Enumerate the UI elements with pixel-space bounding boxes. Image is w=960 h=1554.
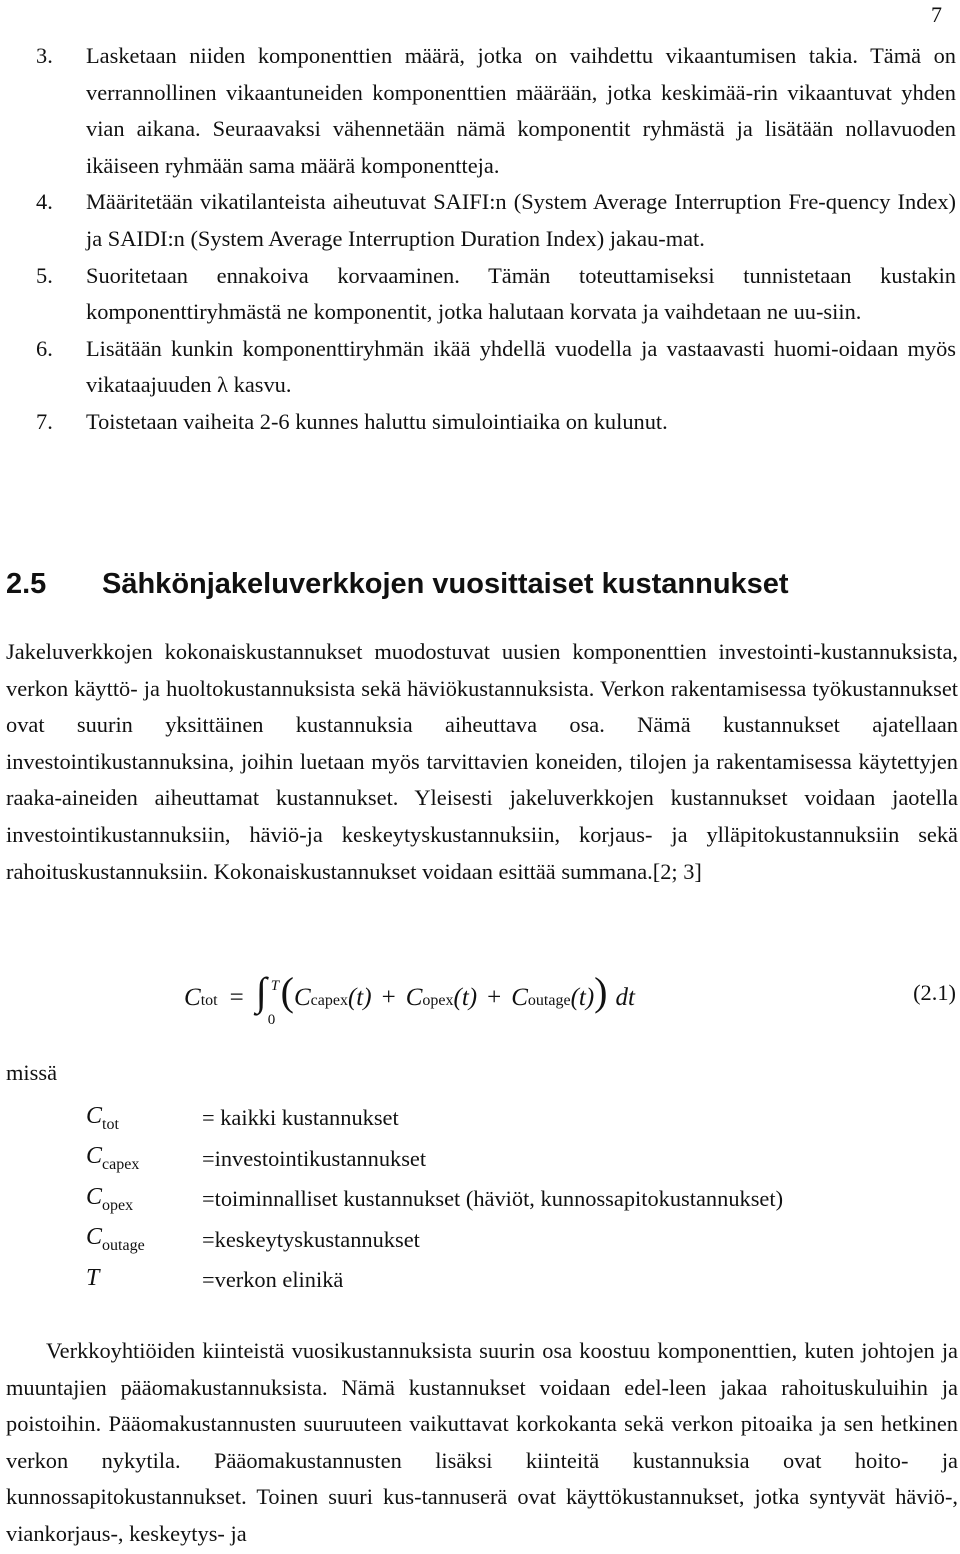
eq-plus: +	[487, 984, 502, 1011]
where-label: missä	[6, 1060, 58, 1085]
integral-sign: ∫ T 0	[256, 972, 267, 1012]
definition-text: =keskeytyskustannukset	[202, 1226, 420, 1252]
symbol-letter: C	[86, 1143, 103, 1170]
definition-symbol	[86, 1143, 202, 1174]
definition-text: =verkon elinikä	[202, 1267, 344, 1293]
eq-term3-symbol: C	[511, 984, 528, 1011]
definition-text: = kaikki kustannukset	[202, 1105, 399, 1131]
list-item-text: Suoritetaan ennakoiva korvaaminen. Tämän toteuttamiseksi tunnistetaan kustakin komponenttiryhmästä ne komponentit, jotka halutaan korvata ja vaihdetaan ne uu-siin.	[86, 262, 956, 325]
symbol-subscript: tot	[102, 1115, 119, 1133]
list-item	[36, 331, 956, 404]
eq-term2-symbol: C	[405, 984, 423, 1011]
definition-symbol	[86, 1184, 202, 1215]
list-item-number: 5.	[36, 262, 53, 288]
list-item	[36, 404, 956, 441]
definition-text: =toiminnalliset kustannukset (häviöt, kunnossapitokustannukset)	[202, 1186, 784, 1212]
list-item-text: Toistetaan vaiheita 2-6 kunnes haluttu simulointiaika on kulunut.	[86, 408, 668, 434]
list-item-number: 6.	[36, 335, 53, 361]
eq-upper-limit: T	[270, 978, 280, 994]
definition-row	[86, 1139, 946, 1180]
definition-row	[86, 1220, 946, 1261]
eq-lhs-subscript: tot	[200, 992, 218, 1009]
list-item-number: 7.	[36, 408, 53, 434]
numbered-list	[36, 38, 956, 441]
eq-term1-symbol: C	[293, 984, 311, 1011]
list-item-number: 3.	[36, 43, 53, 68]
section-number: 2.5	[6, 568, 47, 600]
eq-term3-subscript: outage	[527, 992, 571, 1009]
definition-list	[86, 1098, 946, 1301]
list-item-text: Lasketaan niiden komponenttien määrä, jotka on vaihdettu vikaantumisen takia. Tämä on verrannollinen vikaantuneiden komponenttien määrään, jotka keskimää-rin vikaantuvat yhden vian aikana. Seuraavaksi vähennetään nämä komponentit ryhmästä ja lisätään nollavuoden ikäiseen ryhmään sama määrä komponentteja.	[86, 43, 956, 178]
symbol-subscript: outage	[102, 1237, 145, 1255]
symbol-letter: C	[86, 1102, 103, 1129]
body-paragraph: Jakeluverkkojen kokonaiskustannukset muodostuvat uusien komponenttien investointi-kustannuksista, verkon käyttö- ja huoltokustannuksista sekä häviökustannuksista. Verkon rakentamisessa työkustannukset ovat suurin yksittäinen kustannuksia aiheuttava osa. Nämä kustannukset ajatellaan investointikustannuksina, joihin luetaan myös tarvittavien koneiden, tilojen ja rakentamisessa käytettyjen raaka-aineiden aiheuttamat kustannukset. Yleisesti jakeluverkkojen kustannukset voidaan jaotella investointikustannuksiin, häviö-ja keskeytyskustannuksiin, korjaus- ja ylläpitokustannuksiin sekä rahoituskustannuksiin. Kokonaiskustannukset voidaan esittää summana.[2; 3]	[6, 639, 958, 884]
eq-open-paren: (	[280, 969, 294, 1014]
definition-row	[86, 1260, 946, 1301]
list-item-text: Lisätään kunkin komponenttiryhmän ikää yhdellä vuodella ja vastaavasti huomi-oidaan myös vikataajuuden λ kasvu.	[86, 335, 956, 398]
list-item	[36, 38, 956, 184]
eq-close-paren: )	[594, 969, 608, 1014]
list-item-number: 4.	[36, 189, 53, 215]
section-heading	[6, 562, 946, 606]
eq-term1-arg: (t)	[347, 984, 372, 1011]
page-number: 7	[931, 2, 942, 27]
eq-lhs-symbol: C	[184, 984, 201, 1011]
eq-differential: dt	[615, 984, 635, 1011]
eq-term3-arg: (t)	[570, 984, 595, 1011]
list-item-text: Määritetään vikatilanteista aiheutuvat SAIFI:n (System Average Interruption Fre-quency Index) ja SAIDI:n (System Average Interruption Duration Index) jakau-mat.	[86, 189, 956, 251]
list-item	[36, 184, 956, 257]
body-paragraph: Verkkoyhtiöiden kiinteistä vuosikustannuksista suurin osa koostuu komponenttien, kuten johtojen ja muuntajien pääomakustannuksista. Nämä kustannukset voidaan edel-leen jakaa rahoituskuluihin ja poistoihin. Pääomakustannusten suuruuteen vaikuttavat korkokanta sekä verkon pitoaika ja sen hetkinen verkon nykytila. Pääomakustannusten lisäksi kiinteitä kustannuksia ovat hoito- ja kunnossapitokustannukset. Toinen suuri kus-tannuserä ovat käyttökustannukset, jotka syntyvät häviö-, viankorjaus-, keskeytys- ja	[6, 1338, 958, 1546]
eq-plus: +	[381, 984, 396, 1011]
section-title: Sähkönjakeluverkkojen vuosittaiset kustannukset	[102, 568, 789, 600]
definition-row	[86, 1179, 946, 1220]
equation-expression	[184, 969, 635, 1028]
symbol-letter: C	[86, 1183, 103, 1210]
eq-equals: =	[229, 984, 244, 1011]
list-item	[36, 258, 956, 331]
eq-term1-subscript: capex	[310, 992, 348, 1009]
symbol-subscript: opex	[102, 1196, 134, 1214]
symbol-letter: C	[86, 1224, 103, 1251]
symbol-letter: T	[86, 1264, 100, 1291]
definition-symbol	[86, 1224, 202, 1255]
equation	[184, 962, 958, 1028]
eq-lower-limit: 0	[267, 1012, 276, 1028]
equation-number: (2.1)	[913, 980, 956, 1005]
eq-term2-subscript: opex	[422, 992, 454, 1009]
definition-symbol	[86, 1265, 202, 1296]
definition-text: =investointikustannukset	[202, 1145, 427, 1171]
definition-row	[86, 1098, 946, 1139]
eq-term2-arg: (t)	[453, 984, 478, 1011]
symbol-subscript: capex	[102, 1156, 140, 1174]
definition-symbol	[86, 1103, 202, 1134]
